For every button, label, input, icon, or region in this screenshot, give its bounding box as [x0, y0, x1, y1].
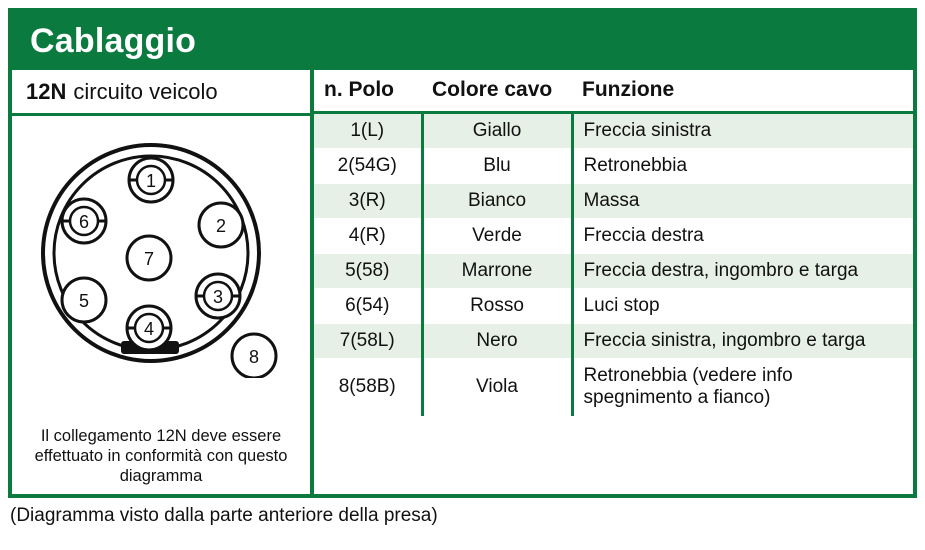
wiring-table-wrap	[314, 70, 913, 494]
table-row	[314, 324, 913, 359]
svg-text:2: 2	[215, 216, 227, 236]
svg-text:3: 3	[212, 287, 224, 307]
cell-color: Nero	[422, 324, 572, 359]
wiring-card	[8, 8, 917, 498]
pin-7	[127, 236, 171, 280]
cell-function: Luci stop	[572, 289, 913, 324]
cell-color: Blu	[422, 149, 572, 184]
table-row	[314, 113, 913, 149]
title-bar	[12, 12, 913, 70]
cell-pole: 3(R)	[314, 184, 422, 219]
table-row	[314, 289, 913, 324]
pin-8	[232, 334, 276, 378]
table-row	[314, 184, 913, 219]
cell-function: Freccia destra	[572, 219, 913, 254]
left-panel-heading-bold: 12N	[26, 78, 67, 104]
cell-function: Massa	[572, 184, 913, 219]
diagram-area	[12, 116, 310, 494]
cell-color: Marrone	[422, 254, 572, 289]
svg-text:1: 1	[145, 171, 157, 191]
diagram-caption: Il collegamento 12N deve essere effettuato in conformità con questo diagramma	[34, 427, 288, 485]
cell-function: Retronebbia (vedere info spegnimento a fianco)	[572, 359, 913, 416]
left-panel-heading-regular: circuito veicolo	[73, 78, 218, 104]
cell-function: Freccia sinistra	[572, 113, 913, 149]
cell-pole: 4(R)	[314, 219, 422, 254]
cell-pole: 7(58L)	[314, 324, 422, 359]
cell-color: Verde	[422, 219, 572, 254]
cell-pole: 2(54G)	[314, 149, 422, 184]
page-title: Cablaggio	[30, 22, 197, 60]
cell-function: Freccia destra, ingombro e targa	[572, 254, 913, 289]
cell-function: Retronebbia	[572, 149, 913, 184]
cell-color: Rosso	[422, 289, 572, 324]
svg-text:8: 8	[248, 347, 260, 367]
pin-5	[62, 278, 106, 322]
table-header-row	[314, 70, 913, 113]
column-header-pole: n. Polo	[314, 70, 422, 113]
svg-text:4: 4	[143, 319, 155, 339]
left-panel-header	[12, 70, 310, 116]
cell-pole: 6(54)	[314, 289, 422, 324]
wiring-table	[314, 70, 913, 416]
svg-text:7: 7	[143, 249, 155, 269]
cell-pole: 8(58B)	[314, 359, 422, 416]
pin-3	[196, 274, 240, 318]
table-row	[314, 254, 913, 289]
cell-color: Giallo	[422, 113, 572, 149]
cell-pole: 5(58)	[314, 254, 422, 289]
svg-text:6: 6	[78, 212, 90, 232]
footnote: (Diagramma visto dalla parte anteriore della presa)	[10, 505, 438, 526]
pin-4	[127, 306, 171, 350]
cell-pole: 1(L)	[314, 113, 422, 149]
cell-function: Freccia sinistra, ingombro e targa	[572, 324, 913, 359]
pin-1	[129, 158, 173, 202]
svg-text:5: 5	[78, 291, 90, 311]
cell-color: Bianco	[422, 184, 572, 219]
pin-2	[199, 203, 243, 247]
table-row	[314, 359, 913, 416]
column-header-color: Colore cavo	[422, 70, 572, 113]
table-row	[314, 219, 913, 254]
socket-12n-diagram	[36, 128, 281, 378]
pin-6	[62, 199, 106, 243]
table-row	[314, 149, 913, 184]
card-body	[12, 70, 913, 494]
cell-color: Viola	[422, 359, 572, 416]
column-header-function: Funzione	[572, 70, 913, 113]
left-panel	[12, 70, 314, 494]
